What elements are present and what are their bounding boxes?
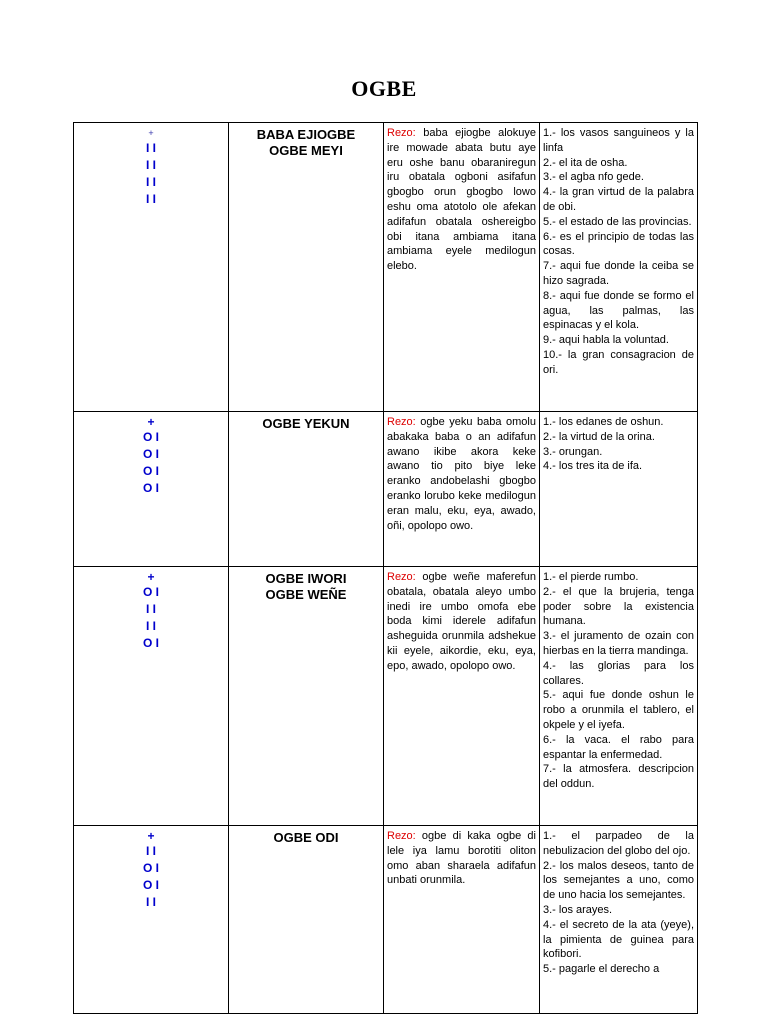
- list-item: 3.- el juramento de ozain con hierbas en la tierra mandinga.: [543, 630, 694, 657]
- odu-sign: [77, 126, 225, 208]
- list-item: 2.- el ita de osha.: [543, 156, 628, 169]
- odu-table-body: [74, 123, 698, 1014]
- list-item: 2.- los malos deseos, tanto de los semejantes a uno, como de uno hacia los semejantes.: [543, 859, 694, 902]
- rezo-label: Rezo:: [387, 127, 416, 139]
- odu-name: OGBE IWORI: [265, 571, 347, 586]
- odu-name-cell: [229, 826, 384, 1014]
- sign-line: O I: [142, 636, 159, 650]
- sign-line: I I: [145, 844, 156, 858]
- list-item: 3.- el agba nfo gede.: [543, 171, 644, 184]
- rezo-text: [387, 126, 536, 274]
- odu-name-cell: [229, 567, 384, 826]
- list-item: 7.- aqui fue donde la ceiba se hizo sagrada.: [543, 260, 694, 287]
- odu-sign: [77, 829, 225, 911]
- rezo-cell: [384, 826, 540, 1014]
- rezo-body: baba ejiogbe alokuye ire mowade abata butu aye eru oshe banu obaraniregun iru obatala ogboni asifafun gbogbo orun gbogbo lowo eshu oma atotolo ole afekan adifafun obatala oshereigbo obi itana ambiama itana ambiama eyele medilogun elebo.: [387, 127, 536, 273]
- sign-line: O I: [142, 447, 159, 461]
- rezo-cell: [384, 123, 540, 412]
- list-item: 2.- el que la brujeria, tenga poder sobre la existencia humana.: [543, 585, 694, 628]
- description-cell: [540, 412, 698, 567]
- list-item: 5.- pagarle el derecho a: [543, 963, 660, 976]
- rezo-body: ogbe weñe maferefun obatala, obatala aleyo umbo inedi ire umbo omofa ebe boda kimi iderele adifafun asheguida orunmila adshekue kii eyele, aikordie, eku, eya, epo, awado, opolopo owo.: [387, 571, 536, 672]
- sign-line: I I: [145, 141, 156, 155]
- odu-sign-cell: [74, 826, 229, 1014]
- odu-sign-cell: [74, 412, 229, 567]
- sign-line: I I: [145, 158, 156, 172]
- list-item: 6.- es el principio de todas las cosas.: [543, 230, 694, 258]
- list-item: 4.- las glorias para los collares.: [543, 659, 694, 687]
- list-item: 9.- aqui habla la voluntad.: [543, 334, 669, 347]
- list-item: 4.- los tres ita de ifa.: [543, 460, 643, 473]
- odu-name: BABA EJIOGBE: [256, 127, 356, 142]
- rezo-label: Rezo:: [387, 416, 416, 428]
- sign-mark: +: [147, 570, 155, 584]
- sign-line: I I: [145, 192, 156, 206]
- rezo-label: Rezo:: [387, 571, 416, 583]
- sign-line: O I: [142, 878, 159, 892]
- sign-line: I I: [145, 895, 156, 909]
- list-item: 6.- la vaca. el rabo para espantar la enfermedad.: [543, 733, 694, 761]
- odu-name-cell: [229, 123, 384, 412]
- description-cell: [540, 123, 698, 412]
- sign-mark: +: [147, 829, 155, 843]
- sign-mark: +: [147, 415, 155, 429]
- rezo-cell: [384, 567, 540, 826]
- odu-sign-cell: [74, 567, 229, 826]
- odu-name: OGBE WEÑE: [265, 587, 347, 602]
- rezo-body: ogbe yeku baba omolu abakaka baba o an adifafun awano ikibe akora keke awano tio pito biye leke eranko andobelashi gbogbo eranko lorubo keke medilogun eran malu, eku, eya, awado, oñi, opolopo owo.: [387, 416, 536, 532]
- list-item: 4.- la gran virtud de la palabra de obi.: [543, 186, 694, 213]
- sign-mark: +: [148, 128, 154, 138]
- odu-name: OGBE MEYI: [269, 143, 343, 158]
- list-item: 3.- los arayes.: [543, 903, 613, 916]
- odu-name: OGBE YEKUN: [262, 416, 350, 431]
- sign-line: O I: [142, 481, 159, 495]
- odu-table: [73, 122, 698, 1014]
- odu-name: OGBE ODI: [273, 830, 339, 845]
- sign-line: O I: [142, 464, 159, 478]
- sign-line: O I: [142, 861, 159, 875]
- rezo-cell: [384, 412, 540, 567]
- sign-line: O I: [142, 585, 159, 599]
- list-item: 5.- aqui fue donde oshun le robo a orunmila el tablero, el okpele y el iyefa.: [543, 689, 694, 731]
- page-title: OGBE: [351, 76, 417, 101]
- sign-line: O I: [142, 430, 159, 444]
- list-item: 4.- el secreto de la ata (yeye), la pimienta de guinea para kofibori.: [543, 918, 694, 961]
- list-item: 1.- los edanes de oshun.: [543, 416, 664, 428]
- list-item: 2.- la virtud de la orina.: [543, 430, 655, 443]
- list-item: 8.- aqui fue donde se formo el agua, las palmas, las espinacas y el kola.: [543, 289, 694, 332]
- table-row: [74, 567, 698, 826]
- odu-sign: [77, 570, 225, 652]
- rezo-label: Rezo:: [387, 830, 416, 842]
- list-item: 1.- el parpadeo de la nebulizacion del globo del ojo.: [543, 830, 694, 857]
- list-item: 3.- orungan.: [543, 445, 603, 458]
- odu-name-cell: [229, 412, 384, 567]
- table-row: [74, 826, 698, 1014]
- rezo-body: ogbe di kaka ogbe di lele iya lamu borotiti oliton omo aban sharaela adifafun unbati orunmila.: [387, 830, 536, 887]
- sign-line: I I: [145, 602, 156, 616]
- rezo-text: [387, 829, 536, 888]
- description-cell: [540, 567, 698, 826]
- odu-sign-cell: [74, 123, 229, 412]
- odu-sign: [77, 415, 225, 497]
- sign-line: I I: [145, 619, 156, 633]
- list-item: 1.- el pierde rumbo.: [543, 571, 639, 583]
- rezo-text: [387, 570, 536, 674]
- list-item: 5.- el estado de las provincias.: [543, 215, 692, 228]
- list-item: 1.- los vasos sanguineos y la linfa: [543, 127, 694, 154]
- rezo-text: [387, 415, 536, 533]
- sign-line: I I: [145, 175, 156, 189]
- table-row: [74, 412, 698, 567]
- table-row: [74, 123, 698, 412]
- list-item: 7.- la atmosfera. descripcion del oddun.: [543, 763, 694, 791]
- list-item: 10.- la gran consagracion de ori.: [543, 348, 694, 376]
- description-cell: [540, 826, 698, 1014]
